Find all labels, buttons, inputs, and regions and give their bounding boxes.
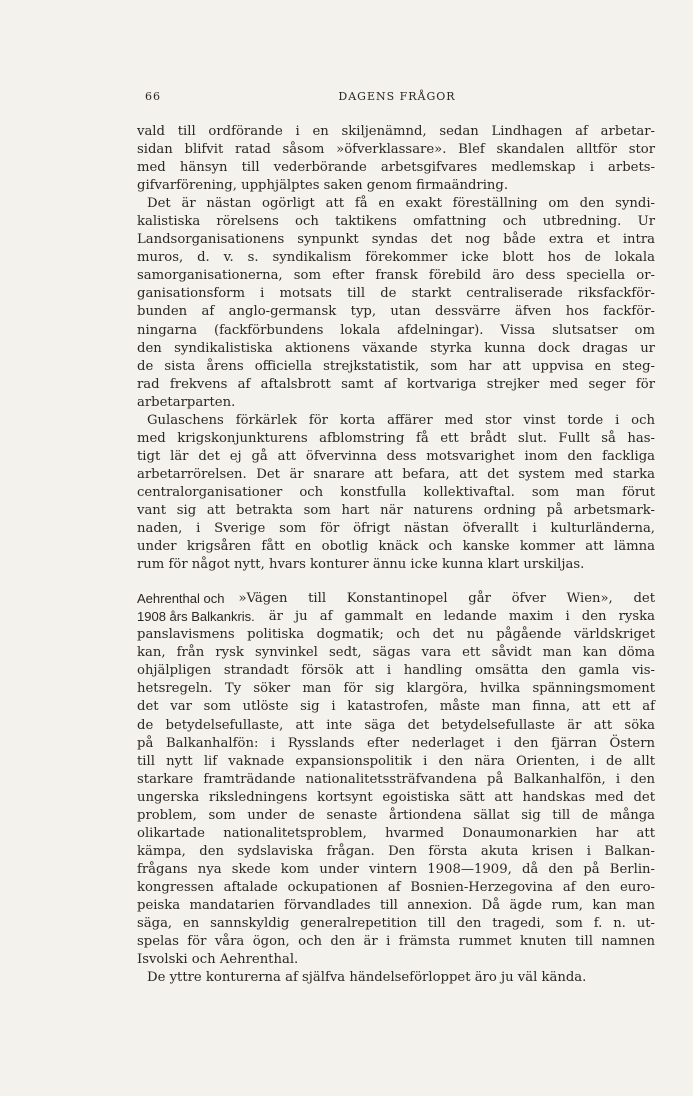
side-heading-line-1: Aehrenthal och (137, 591, 225, 607)
text-line: säga, en sannskyldig generalrepetition till den tragedi, som f. n. ut- (137, 916, 655, 932)
text-line: ohjälpligen strandadt försök att i handling omsätta den gamla vis- (137, 663, 655, 679)
text-line: hetsregeln. Ty söker man för sig klargöra, hvilka spänningsmoment (137, 681, 655, 697)
side-heading-line-2: 1908 års Balkankris. (137, 609, 255, 625)
text-line: kan, från rysk synvinkel sedt, sägas vara ett såvidt man kan döma (137, 645, 655, 661)
text-line: peiska mandatarien förvandlades till annexion. Då ägde rum, kan man (137, 897, 655, 913)
text-line: kongressen aftalade ockupationen af Bosnien-Herzegovina af den euro- (137, 879, 655, 895)
text-line: muros, d. v. s. syndikalism förekommer icke blott hos de lokala (137, 250, 655, 266)
running-title: DAGENS FRÅGOR (338, 90, 456, 103)
section-aehrenthal (137, 590, 655, 987)
text-line: med krigskonjunkturens afblomstring få ett brådt slut. Fullt så has- (137, 430, 655, 446)
text-line: olikartade nationalitetsproblem, hvarmed Donaumonarkien har att (137, 825, 655, 841)
text-line: det var som utlöste sig i katastrofen, måste man finna, att ett af (137, 699, 655, 715)
text-line: vald till ordförande i en skiljenämnd, sedan Lindhagen af arbetar- (137, 124, 655, 139)
text-line: gifvarförening, upphjälptes saken genom firmaändring. (137, 178, 509, 194)
text-line: ungerska riksledningens kortsynt egoistiska sätt att handskas med det (137, 789, 655, 805)
text-line: Det är nästan ogörligt att få en exakt föreställning om den syndi- (147, 196, 655, 212)
text-line: med hänsyn till vederbörande arbetsgifvares medlemskap i arbets- (137, 160, 655, 176)
section-second-line-text: är ju af gammalt en ledande maxim i den ryska (268, 609, 655, 625)
text-line: de betydelsefullaste, att inte säga det betydelsefullaste är att söka (137, 717, 655, 733)
text-line: under krigsåren fått en obotlig knäck och kanske kommer att lämna (137, 539, 655, 555)
text-line: samorganisationerna, som efter fransk förebild äro dess speciella or- (137, 268, 655, 284)
text-line: sidan blifvit ratad såsom »öfverklassare». Blef skandalen alltför stor (137, 142, 655, 158)
page-number: 66 (145, 90, 161, 103)
final-line: De yttre konturerna af själfva händelseförloppet äro ju väl kända. (147, 970, 587, 986)
text-line: rum för något nytt, hvars konturer ännu icke kunna klart urskiljas. (137, 557, 585, 573)
page-header (137, 90, 657, 110)
section-second-line (137, 608, 655, 626)
text-line: kalistiska rörelsens och taktikens omfattning och utbredning. Ur (137, 214, 655, 230)
text-line: spelas för våra ögon, och den är i främsta rummet knuten till namnen (137, 934, 655, 950)
section-lines (137, 626, 655, 969)
paragraph-1 (137, 123, 655, 195)
section-first-line (137, 590, 655, 608)
text-line: problem, som under de senaste årtiondena sällat sig till de många (137, 807, 655, 823)
text-line: panslavismens politiska dogmatik; och det nu pågående världskriget (137, 627, 655, 643)
text-line: bunden af anglo-germansk typ, utan dessvärre äfven hos fackför- (137, 304, 655, 320)
text-line: den syndikalistiska aktionens växande styrka kunna dock dragas ur (137, 340, 655, 356)
text-line: arbetarparten. (137, 394, 236, 410)
text-line: vant sig att betrakta som hart när naturens ordning på arbetsmark- (137, 502, 655, 518)
text-line: frågans nya skede kom under vintern 1908—1909, då den på Berlin- (137, 861, 655, 877)
text-line: tigt lär det ej gå att öfvervinna dess motsvarighet inom den fackliga (137, 448, 655, 464)
section-first-line-text: »Vägen till Konstantinopel går öfver Wien», det (238, 591, 655, 607)
text-line: kämpa, den sydslaviska frågan. Den första akuta krisen i Balkan- (137, 843, 655, 859)
text-line: de sista årens officiella strejkstatistik, som har att uppvisa en steg- (137, 358, 655, 374)
paragraph-2 (137, 195, 655, 412)
text-line: arbetarrörelsen. Det är snarare att befara, att det system med starka (137, 466, 655, 482)
text-line: Gulaschens förkärlek för korta affärer med stor vinst torde i och (147, 412, 655, 428)
paragraph-3 (137, 412, 655, 574)
text-line: starkare framträdande nationalitetssträfvandena på Balkanhalfön, i den (137, 771, 655, 787)
text-line: Landsorganisationens synpunkt syndas det nog både extra et intra (137, 232, 655, 248)
body-text (137, 123, 655, 987)
text-line: rad frekvens af aftalsbrott samt af kortvariga strejker med seger för (137, 376, 655, 392)
text-line: på Balkanhalfön: i Rysslands efter nederlaget i den fjärran Östern (137, 735, 655, 751)
text-line: ganisationsform i motsats till de starkt centraliserade riksfackför- (137, 286, 655, 302)
text-line: ningarna (fackförbundens lokala afdelningar). Vissa slutsatser om (137, 322, 655, 338)
text-line: naden, i Sverige som för öfrigt nästan öfverallt i kulturländerna, (137, 521, 655, 537)
text-line: Isvolski och Aehrenthal. (137, 952, 299, 968)
text-line: centralorganisationer och konstfulla kollektivaftal. som man förut (137, 484, 655, 500)
section-gap (137, 574, 655, 590)
text-line: till nytt lif vaknade expansionspolitik i den nära Orienten, i de allt (137, 753, 655, 769)
